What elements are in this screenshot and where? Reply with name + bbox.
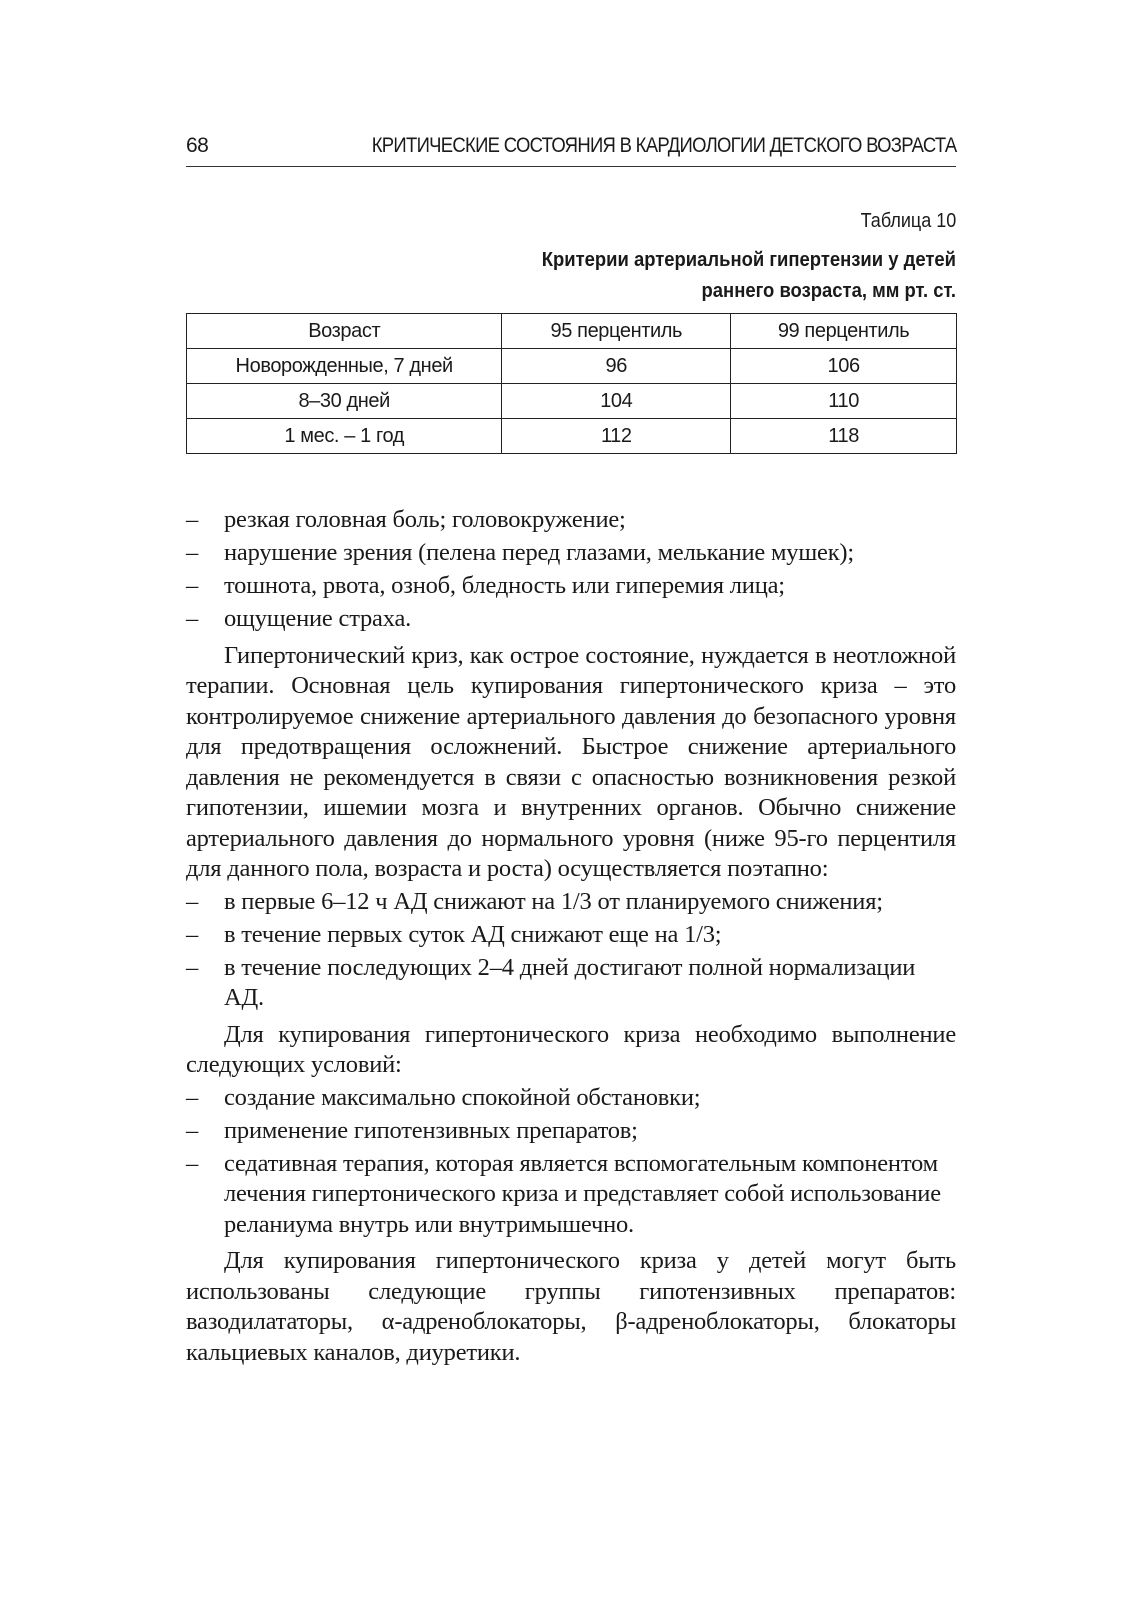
table-row xyxy=(187,419,957,454)
table-cell-p99: 106 xyxy=(731,349,957,384)
dash-marker: – xyxy=(186,1149,199,1177)
list-item-text: применение гипотензивных препаратов; xyxy=(224,1116,638,1144)
dash-marker: – xyxy=(186,572,199,599)
list-item xyxy=(186,604,956,635)
list-item xyxy=(186,571,956,602)
list-item-text: в течение последующих 2–4 дней достигают полной нормализации АД. xyxy=(224,953,916,1011)
table-cell-p99: 110 xyxy=(731,384,957,419)
running-title: КРИТИЧЕСКИЕ СОСТОЯНИЯ В КАРДИОЛОГИИ ДЕТСКОГО ВОЗРАСТА xyxy=(371,134,956,157)
running-header xyxy=(186,128,956,167)
list-item xyxy=(186,920,956,951)
stepwise-reduction-list xyxy=(186,887,956,1014)
dash-marker: – xyxy=(186,506,199,533)
table-label: Таблица 10 xyxy=(860,210,956,232)
list-item-text: резкая головная боль; головокружение; xyxy=(224,506,626,533)
table-caption xyxy=(452,244,956,306)
list-item xyxy=(186,538,956,569)
column-header-age: Возраст xyxy=(187,314,502,349)
dash-marker: – xyxy=(186,953,199,981)
table-caption-line-2: раннего возраста, мм рт. ст. xyxy=(701,279,956,302)
table-cell-p95: 104 xyxy=(502,384,731,419)
column-header-p99: 99 перцентиль xyxy=(731,314,957,349)
body-text xyxy=(186,505,956,1370)
list-item-text: нарушение зрения (пелена перед глазами, мелькание мушек); xyxy=(224,539,854,566)
table-row xyxy=(187,349,957,384)
table-cell-age: 1 мес. – 1 год xyxy=(187,419,502,454)
dash-marker: – xyxy=(186,605,199,632)
table-cell-p95: 96 xyxy=(502,349,731,384)
dash-marker: – xyxy=(186,887,199,915)
paragraph-drug-groups: Для купирования гипертонического криза у детей могут быть использованы следующие группы гипотензивных препаратов: вазодилататоры, α-адреноблокаторы, β-адреноблокаторы, блокаторы кальциевых каналов, диуретики. xyxy=(186,1247,956,1366)
list-item xyxy=(186,505,956,536)
list-item xyxy=(186,1083,956,1114)
dash-marker: – xyxy=(186,1083,199,1111)
table-header-row xyxy=(187,314,957,349)
list-item xyxy=(186,1116,956,1147)
dash-marker: – xyxy=(186,920,199,948)
table-cell-p99: 118 xyxy=(731,419,957,454)
column-header-p95: 95 перцентиль xyxy=(502,314,731,349)
conditions-list xyxy=(186,1083,956,1241)
list-item-text: в первые 6–12 ч АД снижают на 1/3 от планируемого снижения; xyxy=(224,887,883,915)
list-item xyxy=(186,953,956,1014)
list-item xyxy=(186,887,956,918)
bp-criteria-table xyxy=(186,313,957,454)
list-item xyxy=(186,1149,956,1241)
dash-marker: – xyxy=(186,1116,199,1144)
dash-marker: – xyxy=(186,539,199,566)
list-item-text: ощущение страха. xyxy=(224,605,412,632)
table-cell-age: 8–30 дней xyxy=(187,384,502,419)
symptoms-list xyxy=(186,505,956,635)
list-item-text: седативная терапия, которая является вспомогательным компонентом лечения гипертонического криза и представляет собой использование реланиума внутрь или внутримышечно. xyxy=(224,1149,941,1238)
list-item-text: создание максимально спокойной обстановки; xyxy=(224,1083,701,1111)
paragraph-crisis-therapy: Гипертонический криз, как острое состояние, нуждается в неотложной терапии. Основная цель купирования гипертонического криза – это контролируемое снижение артериального давления до безопасного уровня для предотвращения осложнений. Быстрое снижение артериального давления не рекомендуется в связи с опасностью возникновения резкой гипотензии, ишемии мозга и внутренних органов. Обычно снижение артериального давления до нормального уровня (ниже 95-го перцентиля для данного пола, возраста и роста) осуществляется поэтапно: xyxy=(186,641,956,882)
list-item-text: тошнота, рвота, озноб, бледность или гиперемия лица; xyxy=(224,572,785,599)
page-number: 68 xyxy=(186,134,209,157)
paragraph-conditions: Для купирования гипертонического криза необходимо выполнение следующих условий: xyxy=(186,1020,956,1078)
table-caption-line-1: Критерии артериальной гипертензии у детей xyxy=(541,248,956,271)
table-row xyxy=(187,384,957,419)
table-cell-age: Новорожденные, 7 дней xyxy=(187,349,502,384)
table-cell-p95: 112 xyxy=(502,419,731,454)
list-item-text: в течение первых суток АД снижают еще на 1/3; xyxy=(224,920,722,948)
